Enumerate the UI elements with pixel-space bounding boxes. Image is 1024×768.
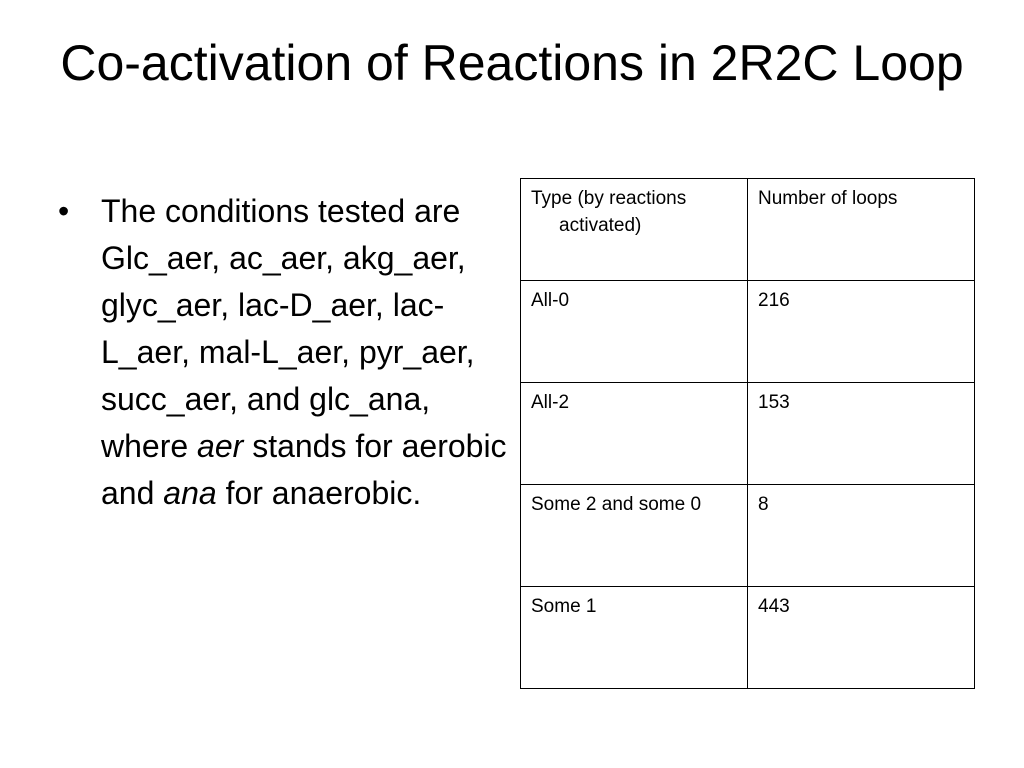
table-header-cell	[521, 179, 748, 281]
table-cell-type: Some 1	[521, 587, 748, 689]
bullet-text	[101, 188, 508, 517]
table-row	[521, 485, 975, 587]
table-cell-type: All-2	[521, 383, 748, 485]
bullet-emphasis-ana: ana	[163, 475, 217, 511]
bullet-item	[58, 188, 508, 517]
slide-title: Co-activation of Reactions in 2R2C Loop	[60, 35, 964, 91]
table-header-cell	[748, 179, 975, 281]
bullet-marker: •	[58, 193, 70, 229]
table-row	[521, 383, 975, 485]
bullet-text-part: The conditions tested are Glc_aer, ac_aer, akg_aer, glyc_aer, lac-D_aer, lac-L_aer, mal-L_aer, pyr_aer, succ_aer, and glc_ana, where	[101, 193, 475, 464]
loops-table	[520, 178, 975, 689]
header-type-label: Type (by reactions activated)	[531, 188, 687, 236]
header-count-label: Number of loops	[758, 188, 898, 209]
table-cell-count: 153	[748, 383, 975, 485]
loops-table-container	[520, 178, 975, 689]
table-cell-count: 443	[748, 587, 975, 689]
bullet-text-part: for anaerobic.	[216, 475, 422, 511]
table-cell-count: 8	[748, 485, 975, 587]
table-header-row	[521, 179, 975, 281]
bullet-text-part: stands for aerobic and	[101, 428, 507, 511]
table-row	[521, 281, 975, 383]
table-row	[521, 587, 975, 689]
table-cell-count: 216	[748, 281, 975, 383]
table-cell-type: Some 2 and some 0	[521, 485, 748, 587]
bullet-emphasis-aer: aer	[197, 428, 244, 464]
table-cell-type: All-0	[521, 281, 748, 383]
